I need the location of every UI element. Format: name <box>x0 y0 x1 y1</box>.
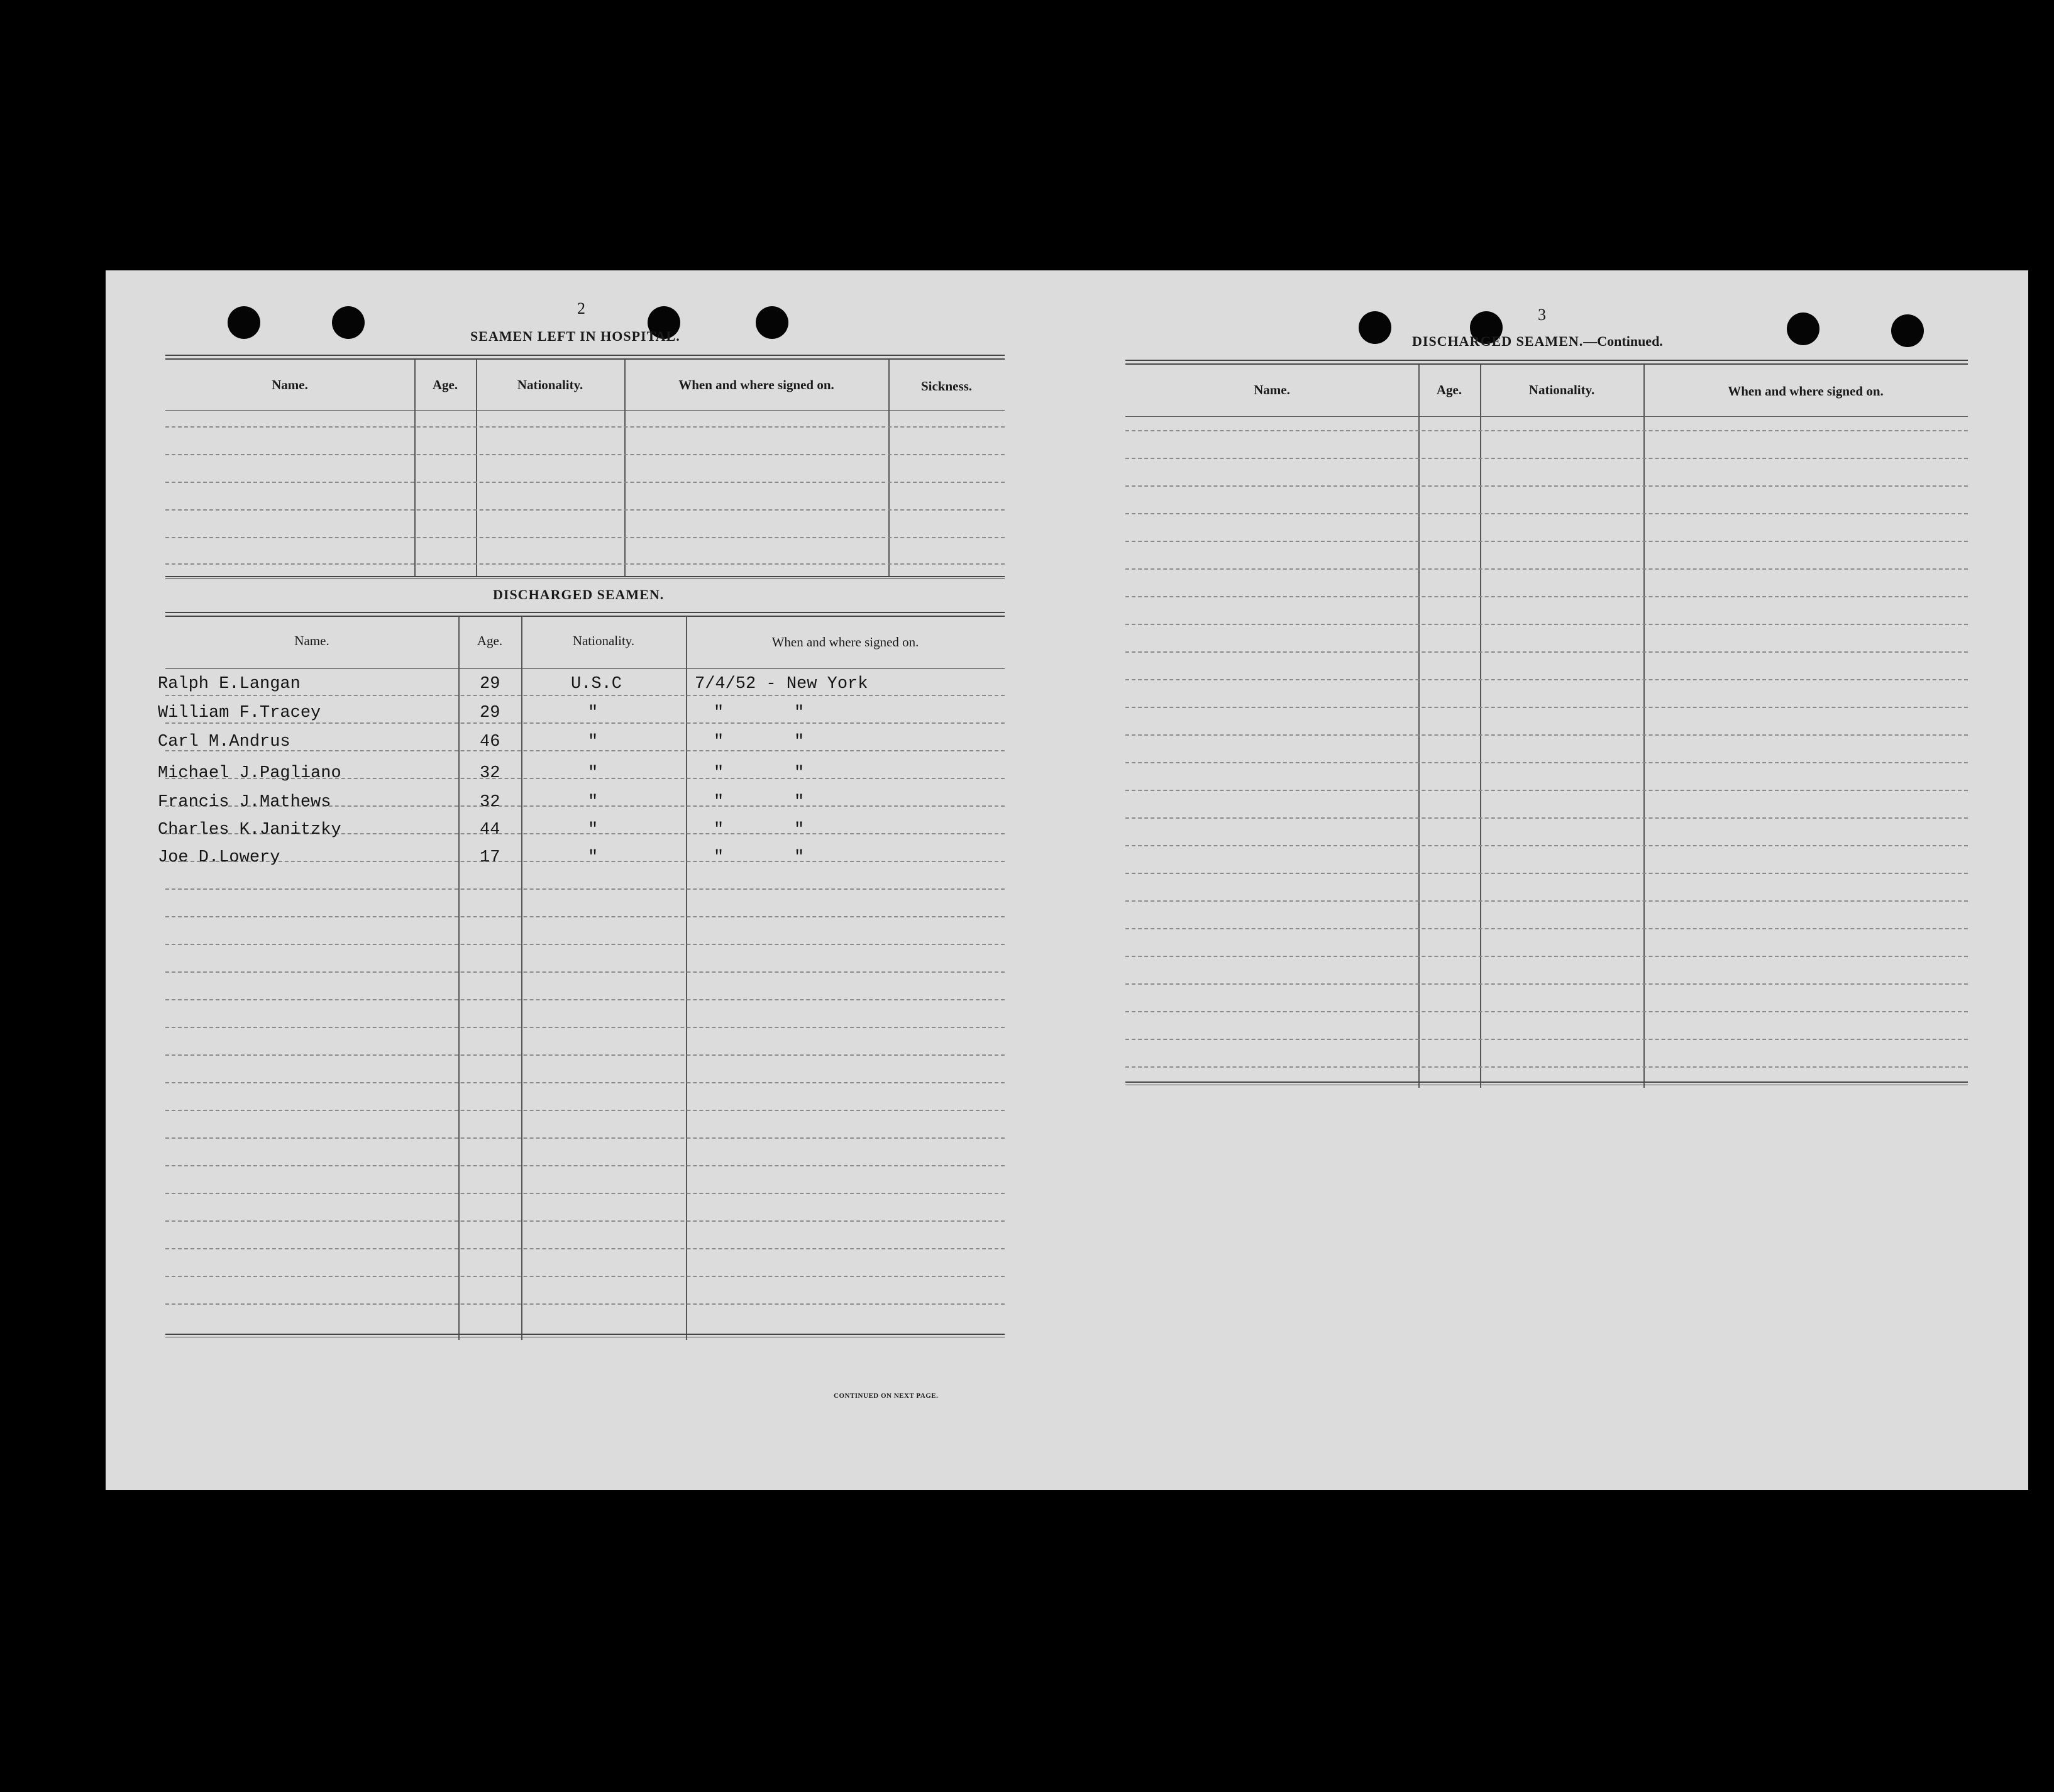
seaman-signed-where: " <box>794 793 805 812</box>
seaman-signed-where: " <box>794 704 805 722</box>
seaman-signed-where: " <box>794 821 805 839</box>
seaman-signed-on: " <box>714 848 724 867</box>
column-header-signed-on: When and where signed on. <box>1728 384 1884 399</box>
seaman-name: Carl M.Andrus <box>158 733 290 751</box>
seaman-age: 17 <box>480 848 500 867</box>
discharged-table <box>158 612 1005 1347</box>
seaman-name: Joe D.Lowery <box>158 848 280 867</box>
seaman-signed-on: 7/4/52 - New York <box>695 675 868 694</box>
seaman-signed-where: " <box>794 733 805 751</box>
seaman-nationality: " <box>588 764 599 783</box>
punch-hole <box>332 306 365 339</box>
seaman-signed-on: " <box>714 793 724 812</box>
seaman-name: Michael J.Pagliano <box>158 764 341 783</box>
seaman-nationality: " <box>588 821 599 839</box>
seaman-age: 32 <box>480 764 500 783</box>
column-header-nationality: Nationality. <box>517 377 583 392</box>
continued-suffix: —Continued. <box>1583 333 1663 349</box>
column-header-name: Name. <box>1254 382 1290 397</box>
seaman-age: 29 <box>480 704 500 722</box>
seaman-name: Ralph E.Langan <box>158 675 301 694</box>
seaman-name: William F.Tracey <box>158 704 321 722</box>
punch-hole <box>1787 312 1819 345</box>
seaman-signed-on: " <box>714 764 724 783</box>
document-page-spread <box>106 270 2028 1490</box>
seaman-signed-on: " <box>714 821 724 839</box>
column-header-name: Name. <box>272 377 308 392</box>
punch-hole <box>756 306 788 339</box>
discharged-continued-table <box>1125 360 1968 1095</box>
column-header-age: Age. <box>432 377 458 392</box>
continued-footer: CONTINUED ON NEXT PAGE. <box>834 1392 939 1400</box>
seaman-nationality: " <box>588 848 599 867</box>
seaman-signed-on: " <box>714 733 724 751</box>
column-header-nationality: Nationality. <box>1528 382 1595 397</box>
column-header-sickness: Sickness. <box>920 379 973 394</box>
column-header-age: Age. <box>477 633 503 648</box>
column-header-signed-on: When and where signed on. <box>678 377 834 392</box>
hospital-section-title: SEAMEN LEFT IN HOSPITAL. <box>470 328 680 344</box>
punch-hole <box>1891 314 1924 347</box>
column-header-signed-on: When and where signed on. <box>771 634 919 650</box>
seaman-nationality: U.S.C <box>571 675 622 694</box>
seaman-signed-on: " <box>714 704 724 722</box>
seaman-signed-where: " <box>794 848 805 867</box>
column-header-name: Name. <box>294 633 329 648</box>
column-header-age: Age. <box>1436 382 1462 397</box>
discharged-section-title: DISCHARGED SEAMEN. <box>493 587 665 602</box>
seaman-age: 46 <box>480 733 500 751</box>
discharged-title-text: DISCHARGED SEAMEN. <box>1412 333 1584 349</box>
seaman-name: Francis J.Mathews <box>158 793 331 812</box>
hospital-table <box>165 355 1005 597</box>
seaman-age: 44 <box>480 821 500 839</box>
seaman-age: 32 <box>480 793 500 812</box>
page-number: 2 <box>577 299 585 318</box>
punch-hole <box>228 306 260 339</box>
discharged-continued-title <box>1412 333 1663 350</box>
seaman-name: Charles K.Janitzky <box>158 821 341 839</box>
seaman-nationality: " <box>588 733 599 751</box>
seaman-nationality: " <box>588 793 599 812</box>
page-number: 3 <box>1538 306 1546 324</box>
seaman-age: 29 <box>480 675 500 694</box>
punch-hole <box>1359 311 1391 344</box>
seaman-signed-where: " <box>794 764 805 783</box>
column-header-nationality: Nationality. <box>572 633 635 648</box>
seaman-nationality: " <box>588 704 599 722</box>
